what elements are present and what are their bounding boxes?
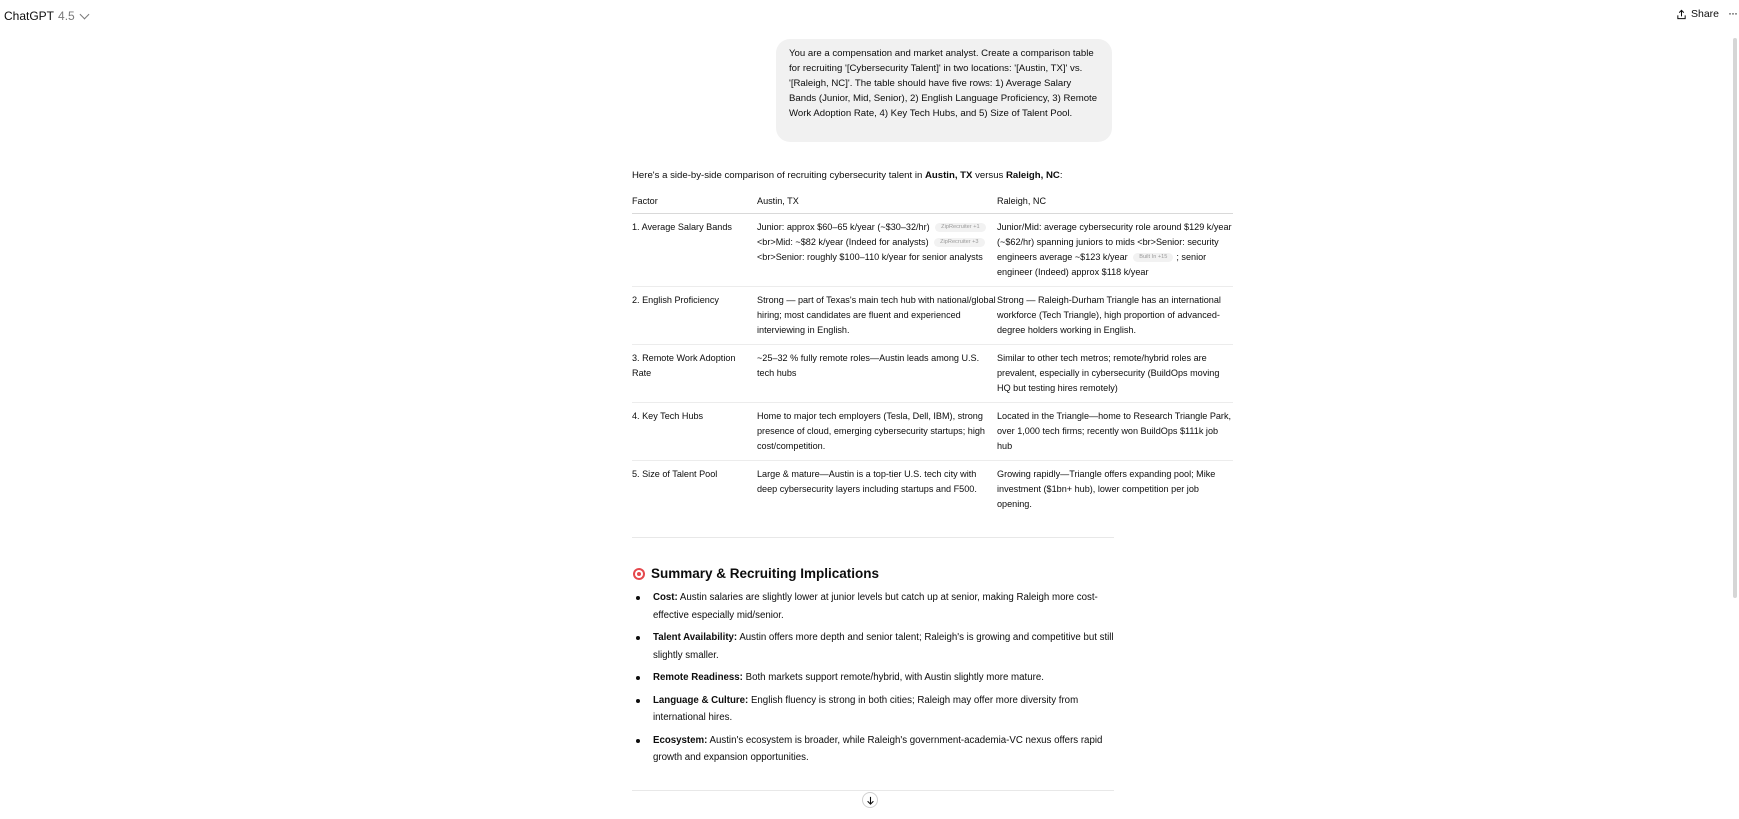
raleigh-cell: Growing rapidly—Triangle offers expanding pool; Mike investment ($1bn+ hub), lower competition per job opening. bbox=[997, 469, 1216, 509]
list-item: Remote Readiness: Both markets support remote/hybrid, with Austin slightly more mature. bbox=[632, 669, 1114, 687]
model-version: 4.5 bbox=[58, 9, 75, 23]
app-name: ChatGPT bbox=[4, 9, 55, 23]
austin-cell: Strong — part of Texas's main tech hub with national/global hiring; most candidates are fluent and experienced interviewing in English. bbox=[757, 287, 997, 345]
austin-cell: Large & mature—Austin is a top-tier U.S. tech city with deep cybersecurity layers including startups and F500. bbox=[757, 469, 977, 494]
factor-cell: 4. Key Tech Hubs bbox=[632, 403, 757, 461]
citation-chip[interactable]: ZipRecruiter +3 bbox=[934, 238, 984, 247]
intro-city-austin: Austin, TX bbox=[924, 170, 973, 181]
raleigh-cell: Located in the Triangle—home to Research Triangle Park, over 1,000 tech firms; recently won BuildOps $111k job hub bbox=[997, 403, 1233, 461]
austin-cell: Junior: approx $60–65 k/year (~$30–32/hr) ZipRecruiter +1<br>Mid: ~$82 k/year (Indeed for analysts) ZipRecruiter +3<br>Senior: roughly $100–110 k/year for senior analysts bbox=[757, 214, 997, 287]
user-message-bubble: You are a compensation and market analyst. Create a comparison table for recruiting '[Cybersecurity Talent]' in two locations: '[Austin, TX]' vs. '[Raleigh, NC]'. The table should have five rows: 1) Average Salary Bands (Junior, Mid, Senior), 2) English Language Proficiency, 3) Remote Work Adoption Rate, 4) Key Tech Hubs, and 5) Size of Talent Pool. bbox=[776, 39, 1112, 142]
chevron-down-icon bbox=[79, 10, 89, 20]
header-austin: Austin, TX bbox=[757, 191, 997, 214]
share-button[interactable] bbox=[1676, 8, 1719, 20]
share-icon bbox=[1676, 9, 1687, 20]
factor-cell: 5. Size of Talent Pool bbox=[632, 469, 718, 479]
raleigh-cell: Strong — Raleigh-Durham Triangle has an international workforce (Tech Triangle), high proportion of advanced-degree holders working in English. bbox=[997, 287, 1233, 345]
list-item: Ecosystem: Austin's ecosystem is broader, while Raleigh's government-academia-VC nexus offers rapid growth and expansion opportunities. bbox=[632, 732, 1114, 767]
response-intro: Here's a side-by-side comparison of recruiting cybersecurity talent in Austin, TX versus Raleigh, NC: bbox=[632, 170, 1063, 181]
raleigh-cell: Junior/Mid: average cybersecurity role around $129 k/year (~$62/hr) spanning juniors to mids <br>Senior: security engineers average ~$123 k/year Built In +15 ; senior engineer (Indeed) approx $118 k/year bbox=[997, 214, 1233, 287]
factor-cell: 1. Average Salary Bands bbox=[632, 214, 757, 287]
header-raleigh: Raleigh, NC bbox=[997, 191, 1233, 214]
section-divider bbox=[632, 537, 1114, 538]
table-header-row bbox=[632, 191, 1233, 214]
top-bar bbox=[0, 0, 1739, 30]
factor-cell: 2. English Proficiency bbox=[632, 287, 757, 345]
table-row bbox=[632, 461, 1233, 519]
raleigh-cell: Similar to other tech metros; remote/hybrid roles are prevalent, especially in cybersecurity (BuildOps moving HQ but testing hires remotely) bbox=[997, 345, 1233, 403]
intro-city-raleigh: Raleigh, NC bbox=[1006, 170, 1060, 181]
header-factor: Factor bbox=[632, 191, 757, 214]
table-row bbox=[632, 345, 1233, 403]
citation-chip[interactable]: Built In +15 bbox=[1133, 253, 1173, 262]
target-icon bbox=[633, 568, 645, 580]
citation-chip[interactable]: ZipRecruiter +1 bbox=[935, 223, 985, 232]
arrow-down-icon bbox=[866, 796, 875, 805]
more-options-button[interactable]: ··· bbox=[1728, 6, 1737, 20]
factor-cell: 3. Remote Work Adoption Rate bbox=[632, 345, 757, 403]
austin-cell: Home to major tech employers (Tesla, Dell, IBM), strong presence of cloud, emerging cybersecurity startups; high cost/competition. bbox=[757, 403, 997, 461]
austin-cell: ~25–32 % fully remote roles—Austin leads among U.S. tech hubs bbox=[757, 345, 997, 403]
table-row bbox=[632, 403, 1233, 461]
comparison-table bbox=[632, 191, 1233, 518]
summary-list bbox=[632, 589, 1114, 772]
scrollbar[interactable] bbox=[1733, 38, 1737, 598]
model-selector[interactable] bbox=[4, 9, 88, 23]
share-label: Share bbox=[1691, 8, 1720, 20]
list-item: Talent Availability: Austin offers more depth and senior talent; Raleigh's is growing and competitive but still slightly smaller. bbox=[632, 629, 1114, 664]
list-item: Language & Culture: English fluency is strong in both cities; Raleigh may offer more diversity from international hires. bbox=[632, 692, 1114, 727]
scroll-to-bottom-button[interactable] bbox=[862, 792, 878, 808]
summary-heading: Summary & Recruiting Implications bbox=[633, 566, 879, 581]
list-item: Cost: Austin salaries are slightly lower at junior levels but catch up at senior, making Raleigh more cost-effective especially mid/senior. bbox=[632, 589, 1114, 624]
section-divider bbox=[632, 790, 1114, 791]
table-row bbox=[632, 287, 1233, 345]
table-row bbox=[632, 214, 1233, 287]
